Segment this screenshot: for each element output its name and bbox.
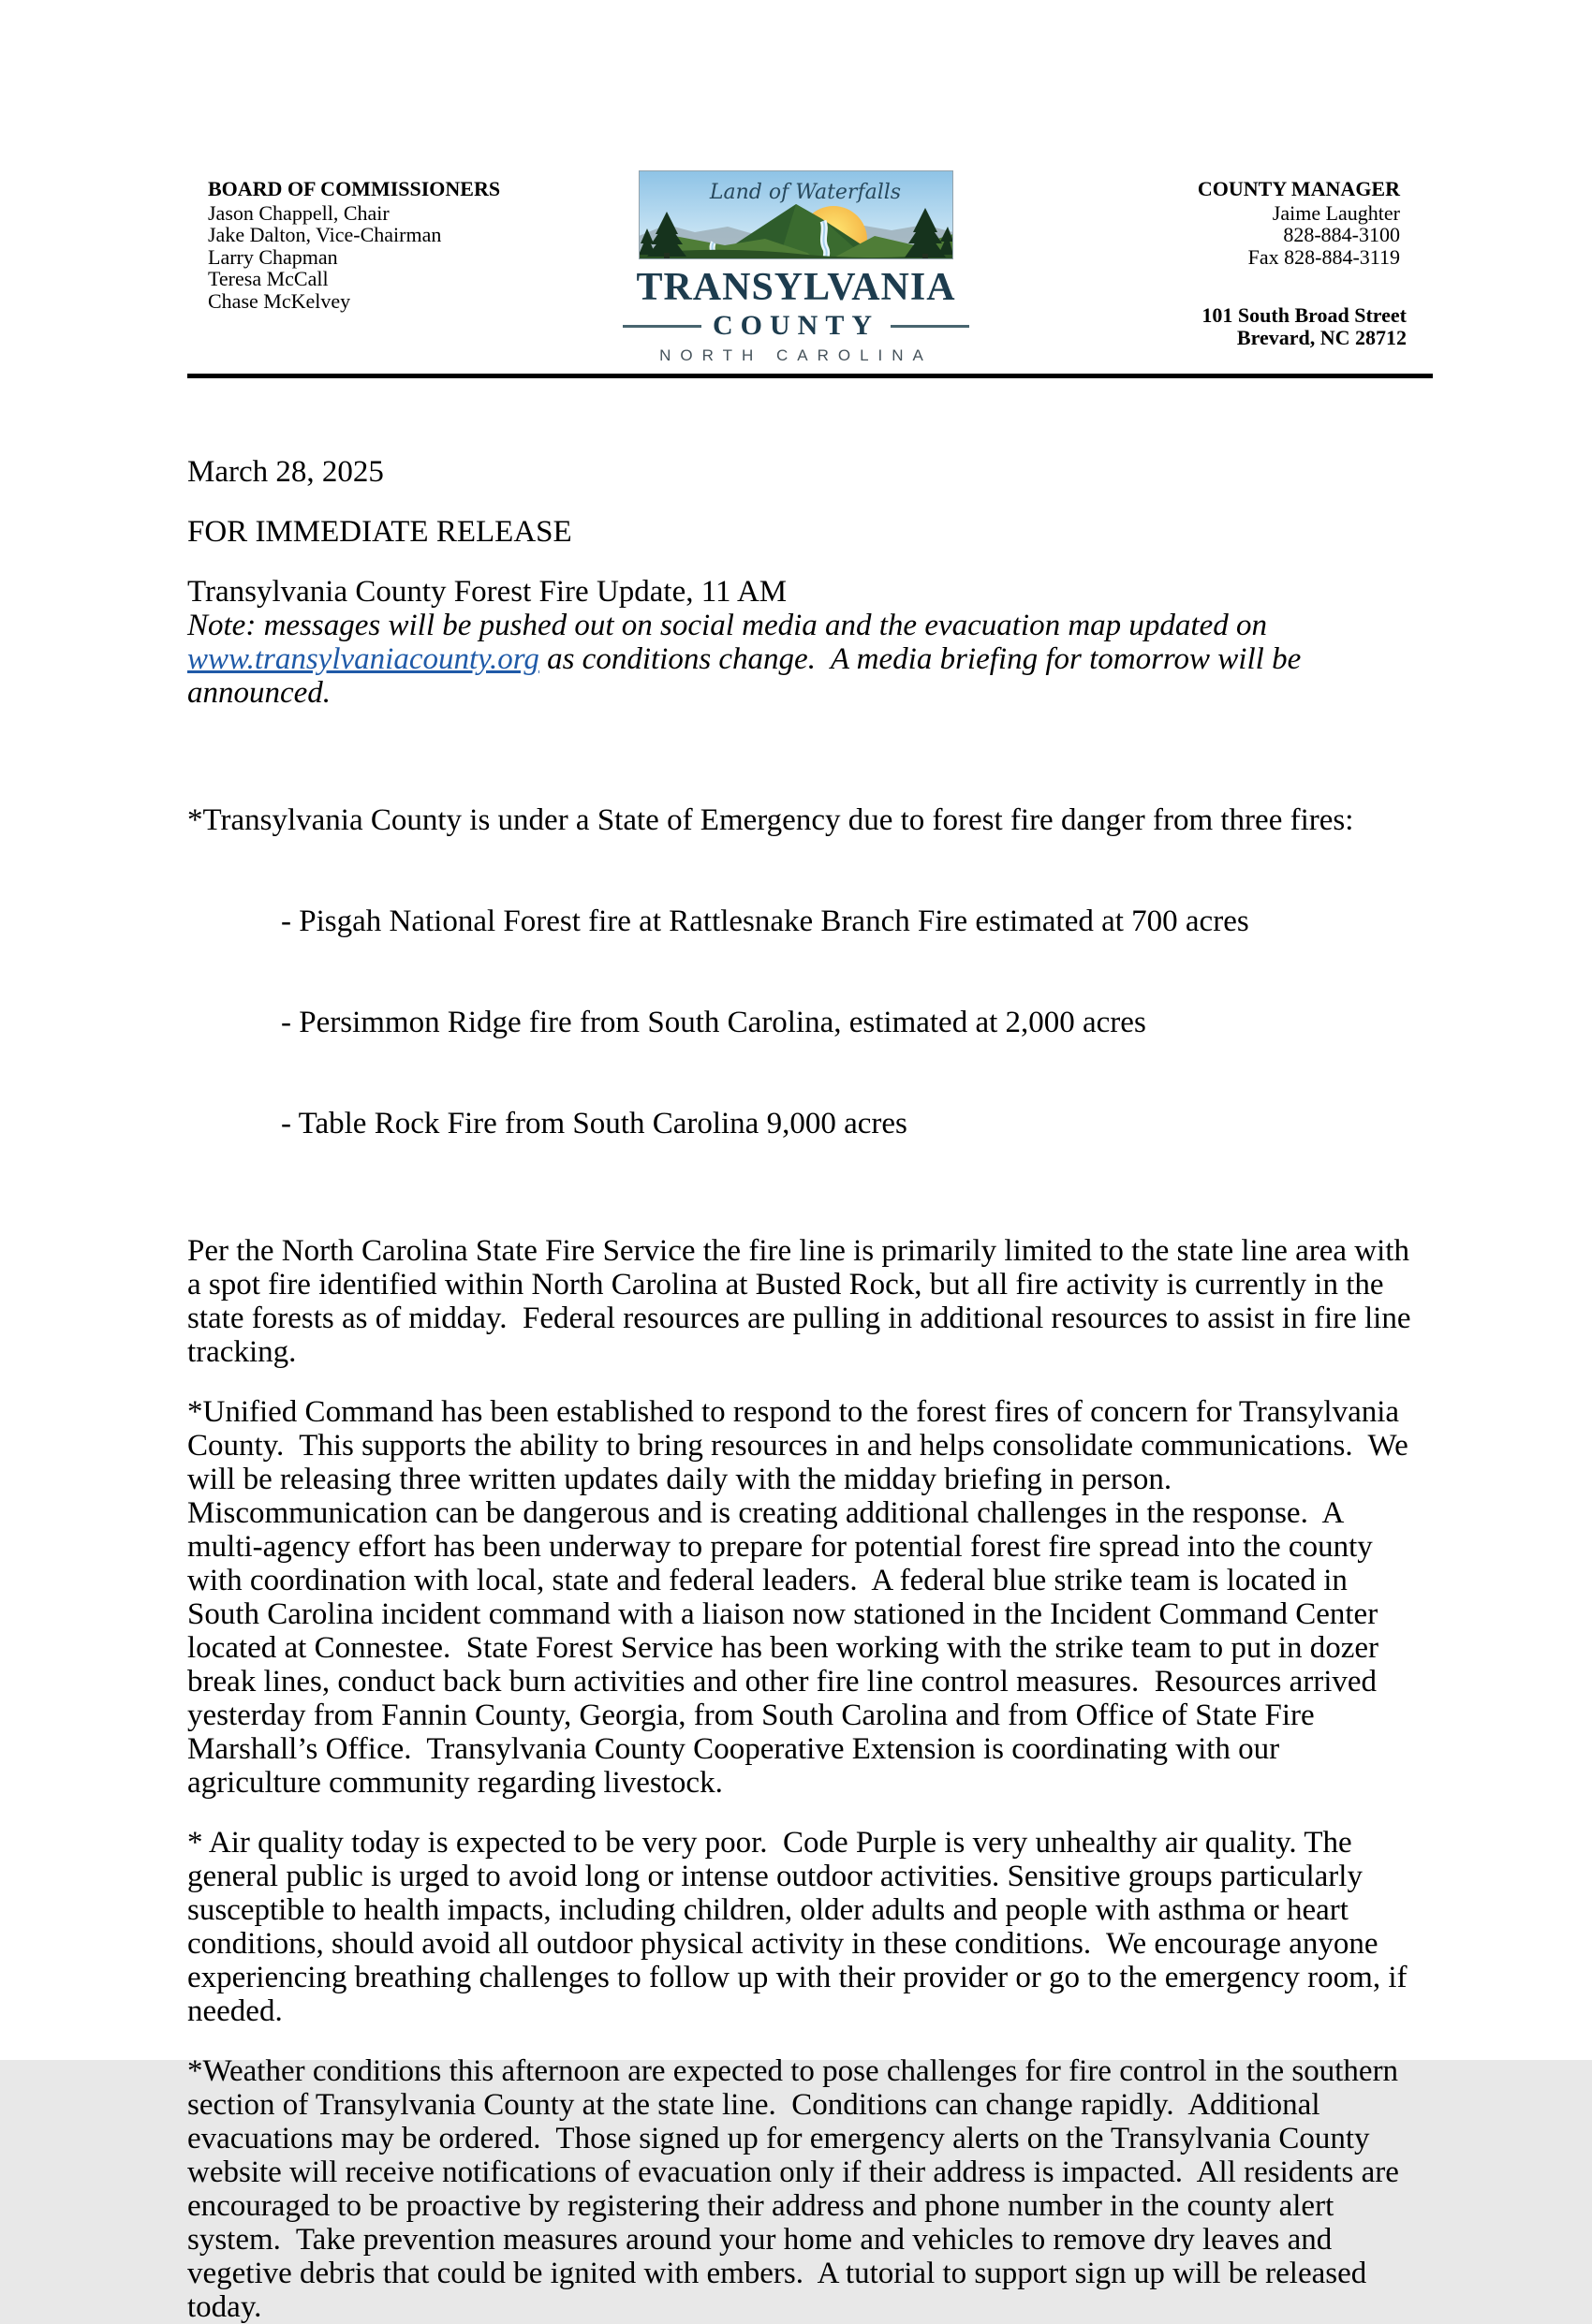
board-of-commissioners-block (208, 178, 500, 312)
date-line: March 28, 2025 (187, 455, 384, 489)
note-paragraph (187, 609, 1414, 710)
document-title: Transylvania County Forest Fire Update, 11 AM (187, 575, 788, 609)
commissioner-name: Larry Chapman (208, 244, 338, 269)
transylvania-county-logo (599, 170, 993, 365)
county-manager-fax: Fax 828-884-3119 (1247, 244, 1400, 269)
state-of-emergency-section (187, 736, 1414, 1208)
address-street: 101 South Broad Street (1201, 303, 1407, 327)
release-line: FOR IMMEDIATE RELEASE (187, 515, 572, 549)
note-prefix: Note: messages will be pushed out on social media and the evacuation map updated on (187, 609, 1275, 642)
dash-left-icon (623, 325, 701, 328)
logo-county-name: TRANSYLVANIA (636, 266, 956, 309)
letter-body (187, 455, 1419, 2324)
county-manager-name: Jaime Laughter (1272, 200, 1400, 225)
logo-tagline: Land of Waterfalls (709, 181, 902, 204)
commissioner-name: Jake Dalton, Vice-Chairman (208, 223, 442, 246)
logo-county-row (599, 310, 993, 342)
logo-scene-image (639, 170, 953, 259)
address-city: Brevard, NC 28712 (1236, 325, 1407, 349)
weather-conditions-paragraph: *Weather conditions this afternoon are expected to pose challenges for fire control in the southern section of Transylvania County at the state line. Conditions can change rapidly. Additional evacuations may be ordered. Those signed up for emergency alerts on the Transylvania County website will receive notifications of evacuation only if their address is impacted. All residents are encouraged to be proactive by registering their address and phone number in the county alert system. Take prevention measures around your home and vehicles to remove dry leaves and vegetive debris that could be ignited with embers. A tutorial to support sign up will be released today. (187, 2054, 1408, 2324)
air-quality-paragraph: * Air quality today is expected to be very poor. Code Purple is very unhealthy air quality. The general public is urged to avoid long or intense outdoor activities. Sensitive groups particularly susceptible to health impacts, including children, older adults and people with asthma or heart conditions, should avoid all outdoor physical activity in these conditions. We encourage anyone experiencing breathing challenges to follow up with their provider or go to the emergency room, if needed. (187, 1826, 1415, 2028)
emergency-lead-line: *Transylvania County is under a State of Emergency due to forest fire danger from three fires: (187, 803, 1354, 837)
unified-command-paragraph: *Unified Command has been established to respond to the forest fires of concern for Transylvania County. This supports the ability to bring resources in and helps consolidate communications. We will be releasing three written updates daily with the midday briefing in person. Miscommunication can be dangerous and is creating additional challenges in the response. A multi-agency effort has been underway to prepare for potential forest fire spread into the county with coordination with local, state and federal leaders. A federal blue strike team is located in South Carolina incident command with a liaison now stationed in the Incident Command Center located at Connestee. State Forest Service has been working with the strike team to put in dozer break lines, conduct back burn activities and other fire line control measures. Resources arrived yesterday from Fannin County, Georgia, from South Carolina and from Office of State Fire Marshall’s Office. Transylvania County Cooperative Extension is coordinating with our agriculture community regarding livestock. (187, 1395, 1416, 1800)
commissioner-name: Jason Chappell, Chair (208, 200, 390, 225)
fire-list-item: - Persimmon Ridge fire from South Carolina, estimated at 2,000 acres (281, 1006, 1146, 1039)
fire-list-item: - Pisgah National Forest fire at Rattlesnake Branch Fire estimated at 700 acres (281, 905, 1249, 938)
commissioner-name: Teresa McCall (208, 267, 329, 290)
fire-list-item: - Table Rock Fire from South Carolina 9,000 acres (281, 1107, 907, 1140)
letterhead-divider-rule (187, 374, 1433, 378)
county-address-block (1201, 304, 1407, 348)
commissioner-name: Chase McKelvey (208, 288, 351, 313)
county-manager-title: COUNTY MANAGER (1197, 177, 1400, 200)
note-suffix: as conditions change. A media briefing for tomorrow will be announced. (187, 642, 1309, 710)
county-manager-phone: 828-884-3100 (1283, 223, 1400, 246)
board-title: BOARD OF COMMISSIONERS (208, 177, 501, 200)
dash-right-icon (891, 325, 969, 328)
logo-state-name: NORTH CAROLINA (659, 346, 933, 364)
website-link[interactable]: www.transylvaniacounty.org (187, 642, 539, 676)
county-manager-block (1198, 178, 1400, 268)
logo-county-word: COUNTY (712, 310, 879, 341)
fire-line-paragraph: Per the North Carolina State Fire Service the fire line is primarily limited to the state line area with a spot fire identified within North Carolina at Busted Rock, but all fire activity is currently in the state forests as of midday. Federal resources are pulling in additional resources to assist in fire line tracking. (187, 1234, 1419, 1369)
